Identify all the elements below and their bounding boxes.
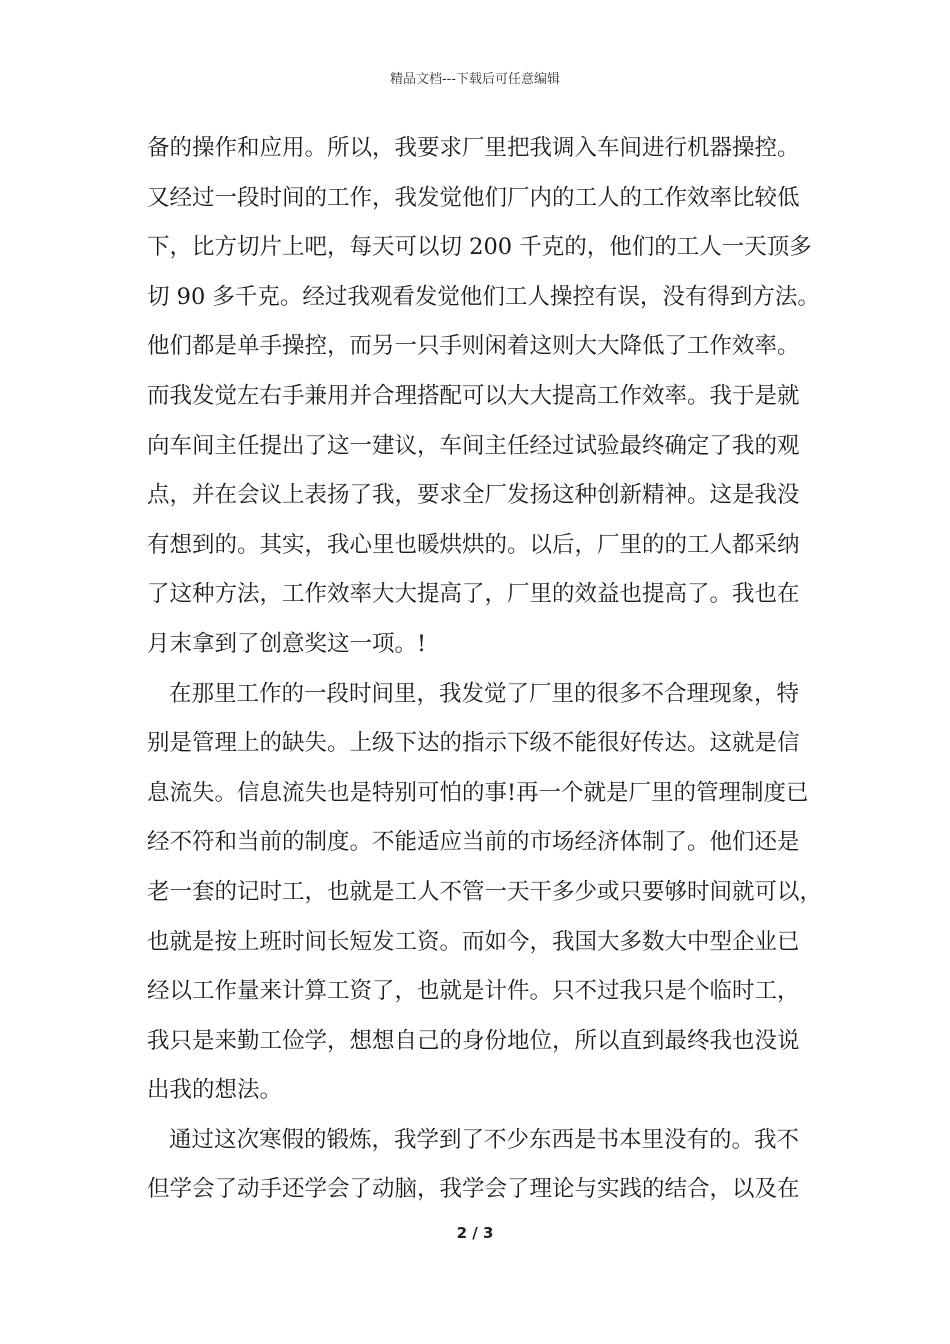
text-line: 别是管理上的缺失。上级下达的指示下级不能很好传达。这就是信 [147,730,800,757]
text-line: 有想到的。其实，我心里也暖烘烘的。以后，厂里的的工人都采纳 [147,531,800,558]
text-line: 切 90 多千克。经过我观看发觉他们工人操控有误，没有得到方法。 [147,283,820,310]
text-line: 出我的想法。 [147,1077,283,1104]
text-line: 经以工作量来计算工资了，也就是计件。只不过我只是个临时工， [147,978,800,1005]
document-body [147,124,827,1215]
text-line: 了这种方法，工作效率大大提高了，厂里的效益也提高了。我也在 [147,581,800,608]
paragraph-2 [147,670,827,1116]
text-line: 又经过一段时间的工作，我发觉他们厂内的工人的工作效率比较低 [147,184,800,211]
paragraph-1 [147,124,827,670]
page-header: 精品文档---下载后可任意编辑 [389,72,561,87]
text-line: 在那里工作的一段时间里，我发觉了厂里的很多不合理现象，特 [169,680,800,707]
page-number: 2 / 3 [456,1224,494,1242]
text-line: 老一套的记时工，也就是工人不管一天干多少或只要够时间就可以， [147,878,823,905]
text-line: 他们都是单手操控，而另一只手则闲着这则大大降低了工作效率。 [147,333,800,360]
text-line: 向车间主任提出了这一建议，车间主任经过试验最终确定了我的观 [147,432,800,459]
text-line: 点，并在会议上表扬了我，要求全厂发扬这种创新精神。这是我没 [147,482,800,509]
text-line: 也就是按上班时间长短发工资。而如今，我国大多数大中型企业已 [147,928,800,955]
text-line: 月末拿到了创意奖这一项。! [147,630,427,657]
text-line: 我只是来勤工俭学，想想自己的身份地位，所以直到最终我也没说 [147,1027,800,1054]
text-line: 通过这次寒假的锻炼，我学到了不少东西是书本里没有的。我不 [169,1126,800,1153]
paragraph-3 [147,1116,827,1215]
text-line: 备的操作和应用。所以，我要求厂里把我调入车间进行机器操控。 [147,135,800,161]
text-line: 但学会了动手还学会了动脑，我学会了理论与实践的结合，以及在 [147,1176,800,1203]
text-line: 而我发觉左右手兼用并合理搭配可以大大提高工作效率。我于是就 [147,382,800,409]
text-line: 息流失。信息流失也是特别可怕的事!再一个就是厂里的管理制度已 [147,779,809,806]
text-line: 下，比方切片上吧，每天可以切 200 千克的，他们的工人一天顶多 [147,234,812,261]
text-line: 经不符和当前的制度。不能适应当前的市场经济体制了。他们还是 [147,829,800,856]
